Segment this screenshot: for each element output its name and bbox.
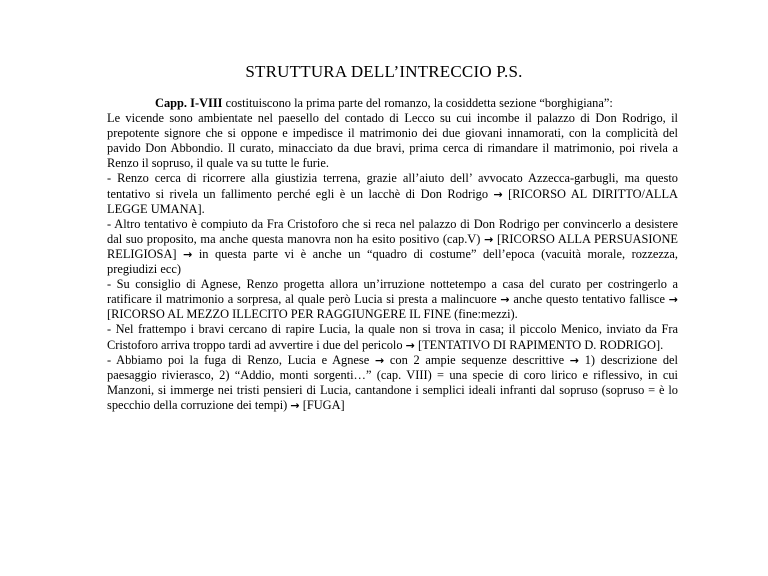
paragraph-5-text: - Nel frattempo i bravi cercano di rapire Lucia, la quale non si trova in casa; il piccolo Menico, inviato da Fra Cristoforo arriva troppo tardi ad avvertire i due del pericolo bbox=[107, 322, 678, 352]
arrow-right-icon: → bbox=[374, 353, 385, 367]
arrow-right-icon: → bbox=[484, 232, 494, 246]
arrow-right-icon: → bbox=[668, 293, 679, 307]
paragraph-6-text: - Abbiamo poi la fuga di Renzo, Lucia e Agnese bbox=[107, 352, 375, 367]
arrow-right-icon: → bbox=[500, 293, 510, 307]
arrow-right-icon: → bbox=[493, 187, 503, 201]
intro-paragraph bbox=[107, 96, 678, 111]
paragraph-3-tag: [RICORSO ALLA PERSUASIONE RELIGIOSA] bbox=[107, 231, 678, 261]
intro-lead: Capp. I-VIII bbox=[155, 96, 223, 110]
arrow-right-icon: → bbox=[290, 398, 300, 412]
intro-text: costituiscono la prima parte del romanzo, la cosiddetta sezione “borghigiana”: bbox=[222, 96, 613, 110]
arrow-right-icon: → bbox=[183, 247, 193, 261]
document-body bbox=[107, 96, 678, 413]
paragraph-4-middle: anche questo tentativo fallisce bbox=[509, 292, 669, 307]
paragraph-4-tag: [RICORSO AL MEZZO ILLECITO PER RAGGIUNGERE IL FINE (fine:mezzi). bbox=[107, 307, 518, 322]
paragraph-2-tag: [RICORSO AL DIRITTO/ALLA LEGGE UMANA]. bbox=[107, 186, 678, 216]
paragraph-4-text: - Su consiglio di Agnese, Renzo progetta allora un’irruzione nottetempo a casa del curato per costringerlo a ratificare il matrimonio a sorpresa, al quale però Lucia si presta a malincuore bbox=[107, 277, 678, 307]
paragraph-5 bbox=[107, 322, 678, 352]
arrow-right-icon: → bbox=[569, 353, 580, 367]
paragraph-6 bbox=[107, 353, 678, 413]
paragraph-2-text: - Renzo cerca di ricorrere alla giustizia terrena, grazie all’aiuto dell’ avvocato Azzecca-garbugli, ma questo tentativo si rivela un fallimento perché egli è un lacchè di Don Rodrigo bbox=[107, 171, 678, 201]
paragraph-1: Le vicende sono ambientate nel paesello del contado di Lecco su cui incombe il palazzo di Don Rodrigo, il prepotente signore che si oppone e impedisce il matrimonio dei due giovani innamorati, con la complicità del pavido Don Abbondio. Il curato, minacciato da due bravi, prima cerca di rimandare il matrimonio, poi rivela a Renzo il sopruso, il quale va su tutte le furie. bbox=[107, 111, 678, 171]
paragraph-3-text: - Altro tentativo è compiuto da Fra Cristoforo che si reca nel palazzo di Don Rodrigo per convincerlo a desistere dal suo proposito, ma anche questa manovra non ha esito positivo (cap.V) bbox=[107, 216, 678, 246]
paragraph-6-tag: [FUGA] bbox=[299, 397, 345, 412]
paragraph-6-part2: con 2 ampie sequenze descrittive bbox=[384, 352, 570, 367]
paragraph-5-tag: [TENTATIVO DI RAPIMENTO D. RODRIGO]. bbox=[414, 337, 664, 352]
paragraph-6-part3: 1) descrizione del paesaggio rivierasco, 2) “Addio, monti sorgenti…” (cap. VIII) = una specie di coro lirico e riflessivo, in cui Manzoni, si immerge nei tristi pensieri di Lucia, cantandone i semplici ideali infranti dal sopruso (sopruso = è lo specchio della corruzione dei tempi) bbox=[107, 352, 679, 412]
paragraph-4 bbox=[107, 277, 678, 322]
paragraph-3 bbox=[107, 217, 678, 277]
paragraph-3-tail: in questa parte vi è anche un “quadro di costume” dell’epoca (vacuità morale, rozzezza, pregiudizi ecc) bbox=[107, 246, 678, 277]
document-title: STRUTTURA DELL’INTRECCIO P.S. bbox=[245, 62, 523, 81]
paragraph-2 bbox=[107, 171, 678, 216]
arrow-right-icon: → bbox=[405, 338, 415, 352]
